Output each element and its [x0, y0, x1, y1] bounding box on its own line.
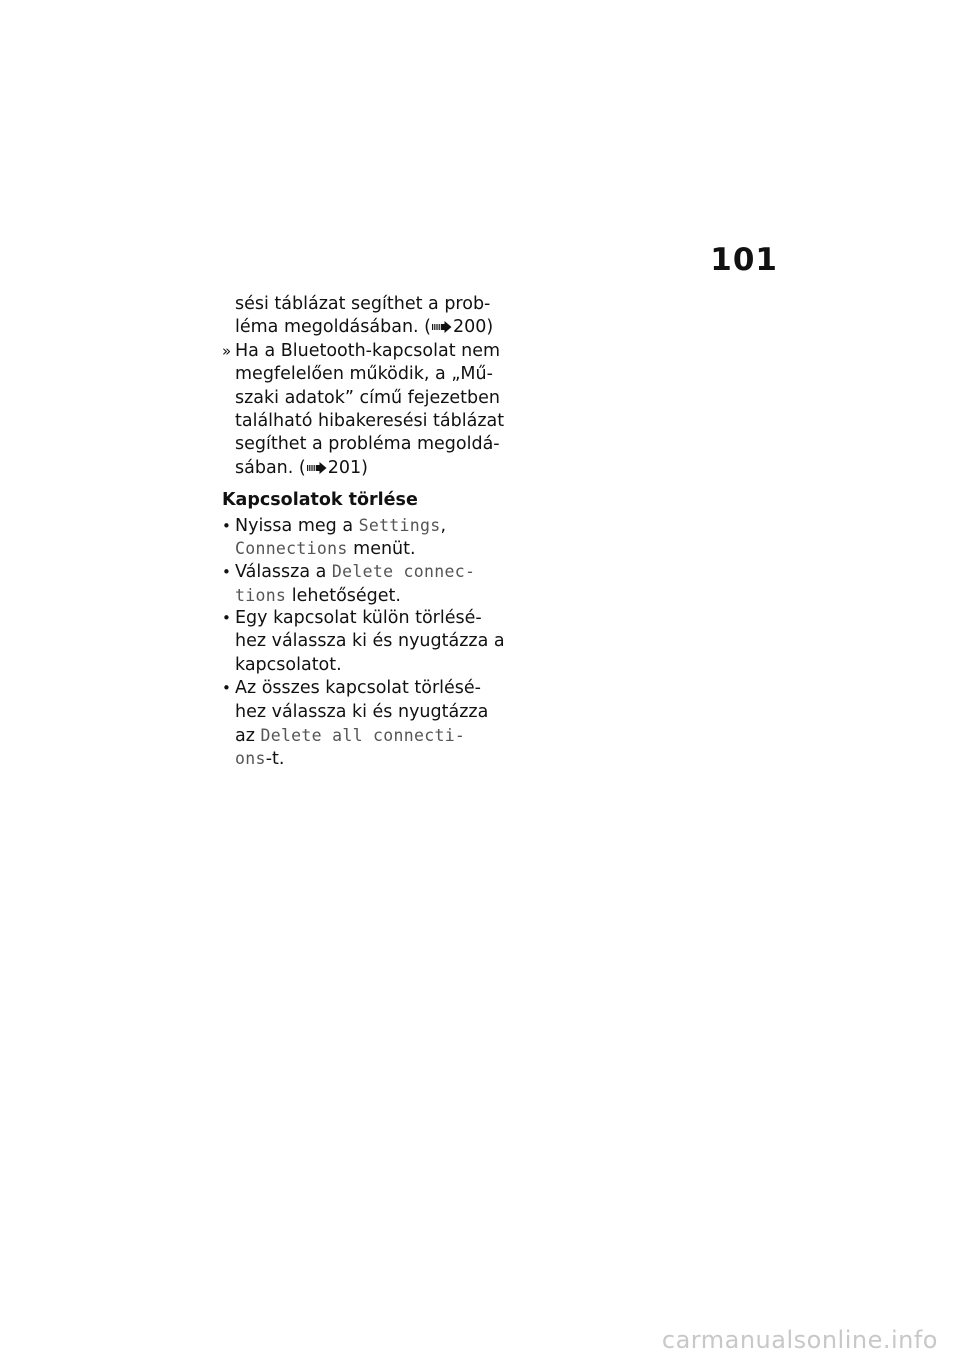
arrow-marker-icon: » — [222, 341, 232, 360]
section-heading: Kapcsolatok törlése — [222, 490, 418, 511]
bullet-2-line-1 — [222, 560, 497, 583]
menu-code-delete-connections-cont: tions — [235, 585, 287, 605]
bullet-icon: • — [222, 516, 231, 535]
bullet-3-line-3: kapcsolatot. — [235, 654, 342, 675]
watermark: carmanualsonline.info — [661, 1326, 938, 1354]
continuation-text: léma megoldásában. ( — [235, 317, 432, 338]
bullet-1-text: Nyissa meg a — [235, 515, 359, 536]
bullet-3-line-1 — [222, 607, 497, 630]
menu-code-settings: Settings — [358, 515, 441, 535]
menu-code-delete-all: Delete all connecti- — [260, 726, 466, 746]
menu-code-delete-all-cont: ons — [235, 749, 266, 769]
bullet-2-text: Válassza a — [235, 562, 332, 583]
bullet-4-text-3: az — [235, 726, 261, 747]
bullet-2-tail: lehetőséget. — [286, 585, 401, 606]
menu-code-delete-connections: Delete connec- — [331, 562, 476, 582]
bullet-4-line-2: hez válassza ki és nyugtázza — [235, 701, 489, 722]
bluetooth-item-line-4: található hibakeresési táblázat — [235, 410, 505, 431]
bullet-3-line-2: hez válassza ki és nyugtázza a — [235, 631, 505, 652]
bullet-3-text-1: Egy kapcsolat külön törlésé- — [235, 608, 482, 629]
bluetooth-item-line-3: szaki adatok” című fejezetben — [235, 387, 500, 408]
bluetooth-item-line-2: megfelelően működik, a „Mű- — [235, 364, 493, 385]
bluetooth-item-line-6 — [222, 457, 497, 480]
continuation-line-2 — [222, 316, 497, 339]
bullet-1-comma: , — [440, 515, 447, 536]
bullet-4-line-1 — [222, 677, 497, 700]
menu-code-connections: Connections — [235, 538, 348, 558]
bullet-4-line-4 — [222, 747, 497, 770]
bullet-4-text-1: Az összes kapcsolat törlésé- — [235, 678, 481, 699]
bullet-1-line-1 — [222, 514, 497, 537]
bluetooth-item-line-1 — [222, 340, 501, 363]
bullet-4-line-3 — [222, 724, 497, 747]
page-reference-arrow-icon — [307, 462, 327, 474]
bullet-icon: • — [222, 679, 231, 698]
bullet-1-tail: menüt. — [347, 538, 416, 559]
bullet-4-tail: -t. — [265, 749, 285, 770]
bullet-1-line-2 — [222, 537, 497, 560]
page-number: 101 — [710, 242, 778, 278]
bluetooth-item-text-1: Ha a Bluetooth-kapcsolat nem — [235, 340, 501, 361]
bluetooth-item-line-5: segíthet a probléma megoldá- — [235, 434, 500, 455]
page-reference: 200) — [453, 317, 494, 338]
page-content — [222, 293, 505, 771]
page-reference-arrow-icon — [432, 321, 452, 333]
page-reference: 201) — [327, 457, 368, 478]
bullet-2-line-2 — [222, 584, 497, 607]
bullet-icon: • — [222, 563, 231, 582]
bullet-icon: • — [222, 609, 231, 628]
bluetooth-item-text-6: sában. ( — [235, 457, 306, 478]
continuation-line-1: sési táblázat segíthet a prob- — [235, 294, 491, 314]
